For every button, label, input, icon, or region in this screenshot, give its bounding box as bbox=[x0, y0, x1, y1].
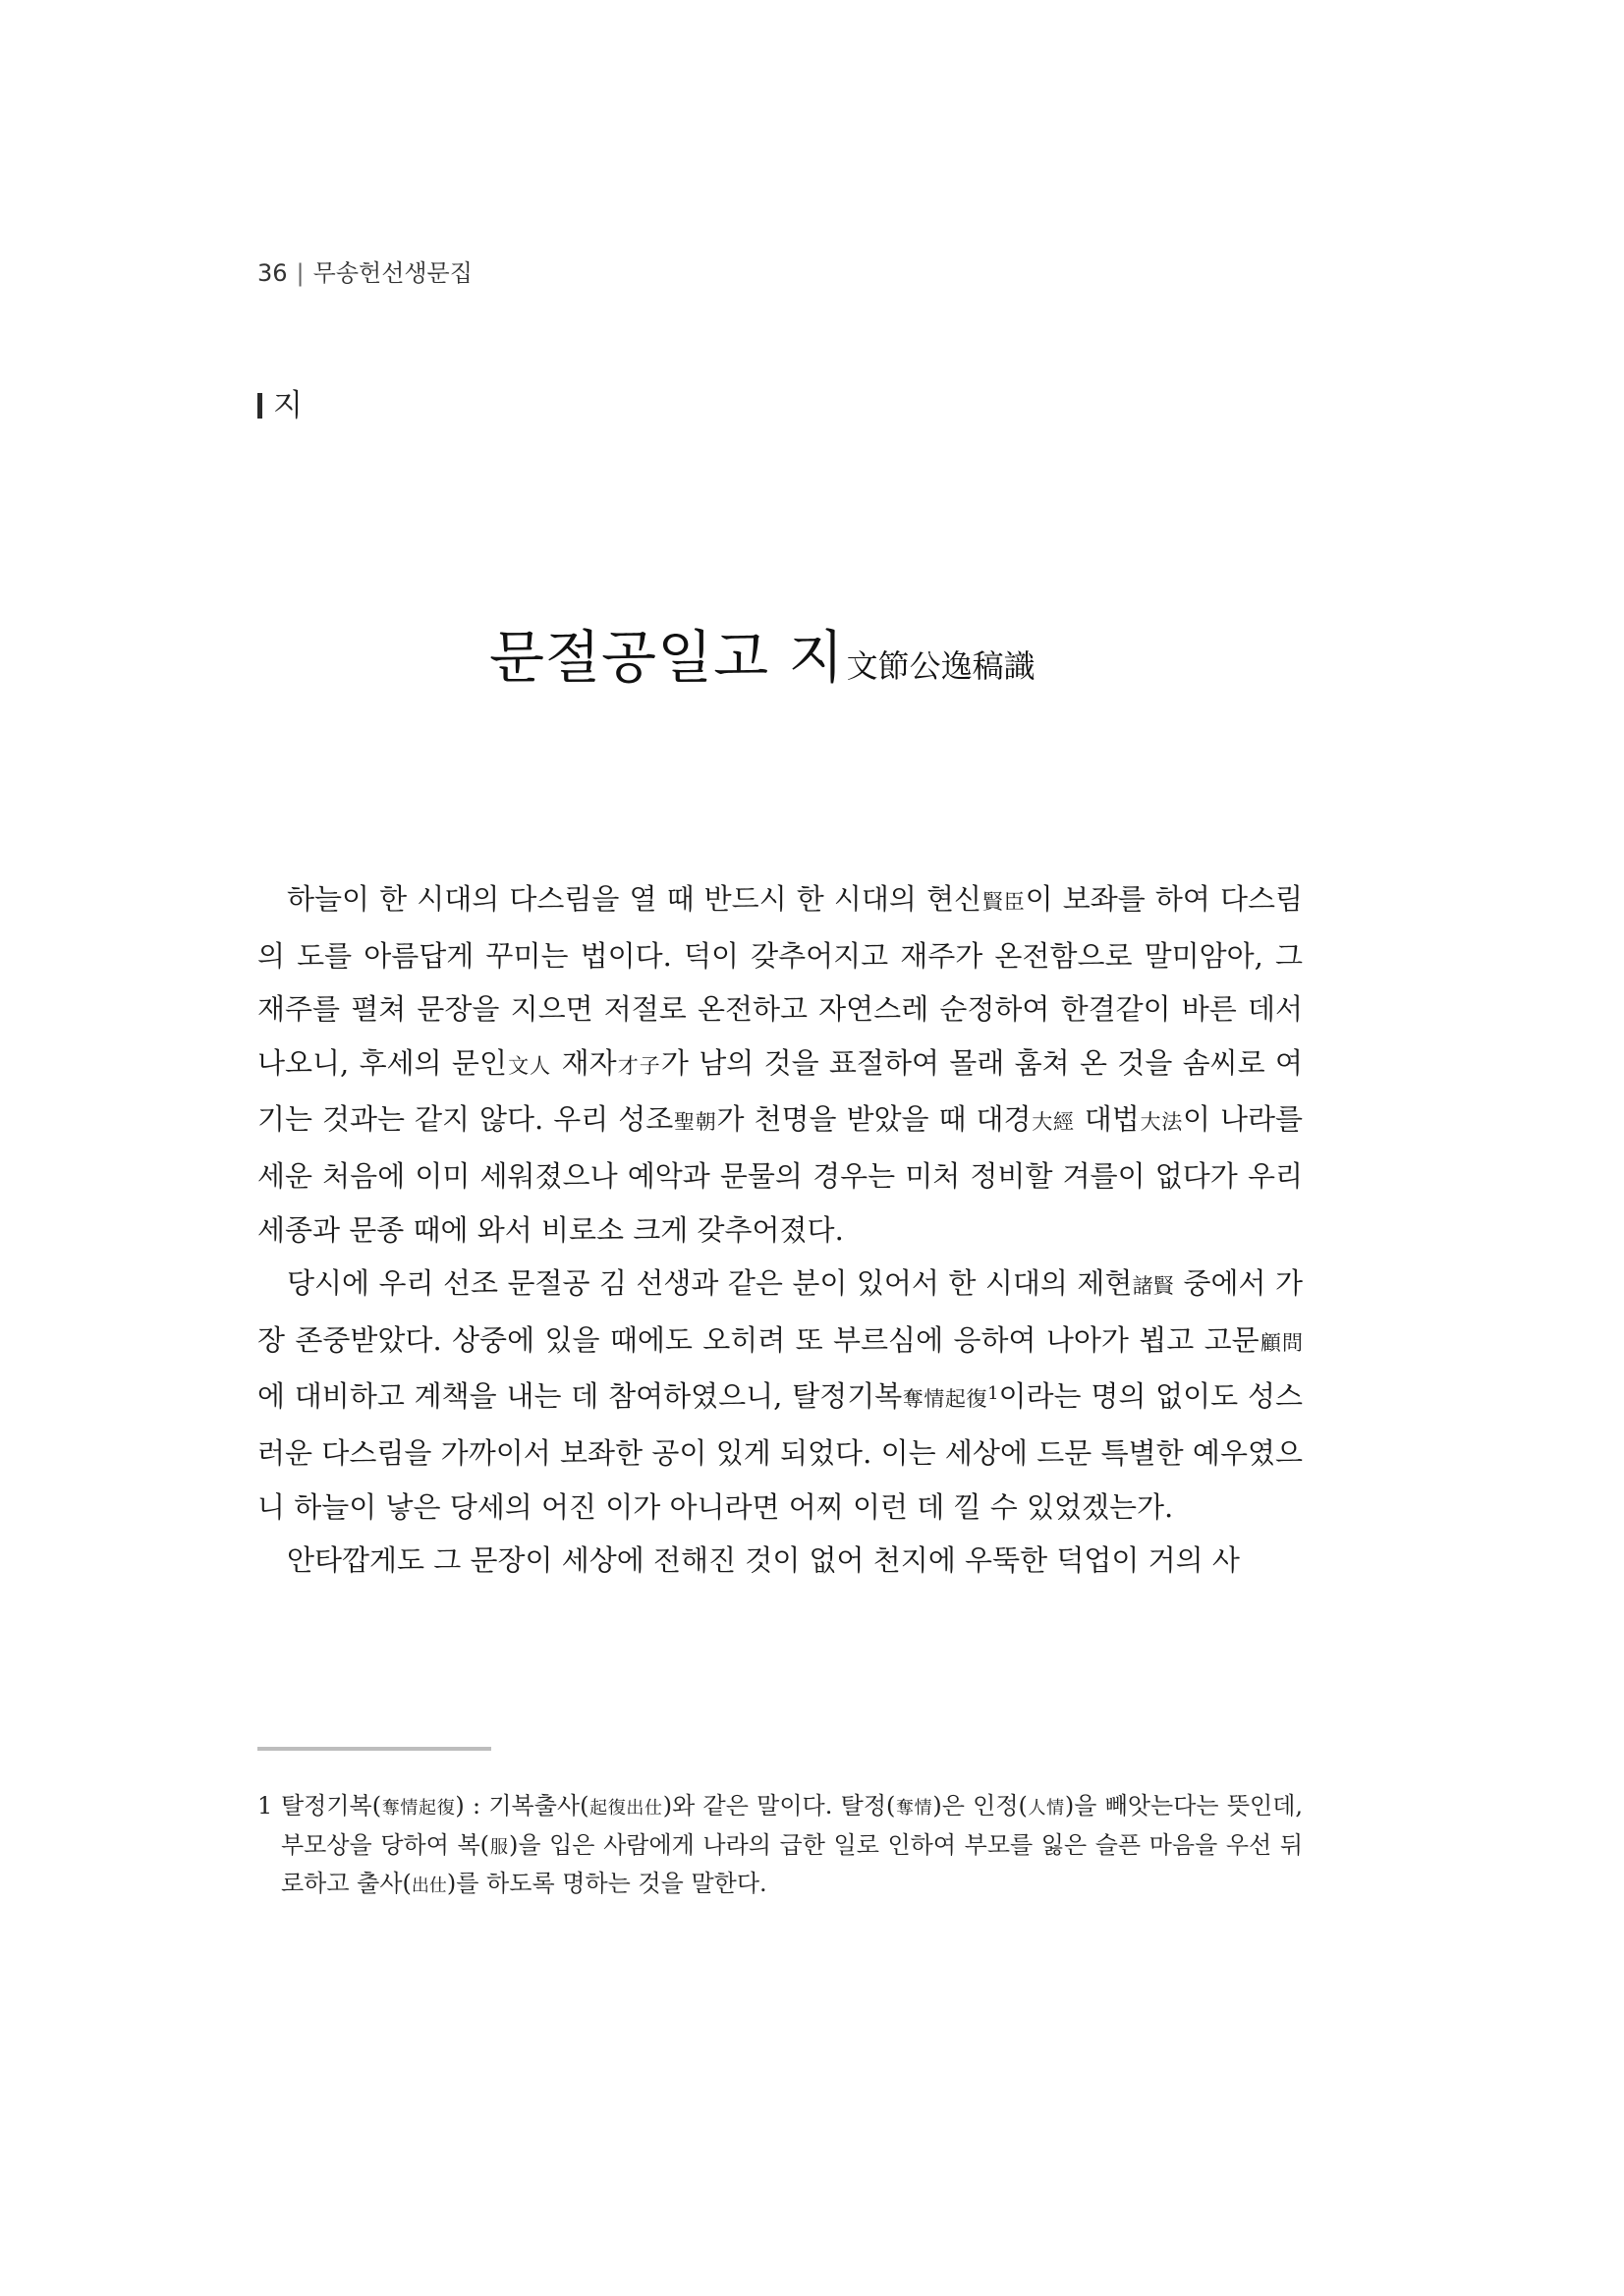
text-run: 이 보좌를 하여 다스림의 도를 아름답게 꾸미는 법이다. 덕이 갖추어지고 재주가 온전함으로 말미암아, 그 재주를 펼쳐 문장을 지으면 저절로 온전하고 자연스레 순정하여 한결같이 바른 데서 나오니, 후세의 문인 bbox=[257, 882, 1304, 1080]
hanja-gloss: 出仕 bbox=[411, 1876, 447, 1896]
text-run: )은 인정( bbox=[932, 1792, 1028, 1820]
hanja-gloss: 人情 bbox=[1027, 1798, 1065, 1819]
footnote-divider bbox=[257, 1747, 491, 1751]
hanja-gloss: 奪情 bbox=[895, 1798, 933, 1819]
paragraph-2 bbox=[257, 1257, 1303, 1534]
text-run: 가 남의 것을 표절하여 몰래 훔쳐 온 것을 솜씨로 여기는 것과는 같지 않다. 우리 성조 bbox=[257, 1045, 1304, 1137]
page-number: 36 bbox=[257, 259, 288, 287]
footnote-reference[interactable]: 1 bbox=[987, 1383, 999, 1405]
section-label-text: 지 bbox=[273, 388, 303, 423]
hanja-gloss: 聖朝 bbox=[673, 1110, 717, 1135]
text-run: 이라는 명의 없이도 성스러운 다스림을 가까이서 보좌한 공이 있게 되었다. 이는 세상에 드문 특별한 예우였으니 하늘이 낳은 당세의 어진 이가 아니라면 어찌 이런 데 낄 수 있었겠는가. bbox=[257, 1379, 1304, 1524]
section-label bbox=[257, 380, 303, 424]
hanja-gloss: 奪情起復 bbox=[381, 1798, 456, 1819]
hanja-gloss: 大經 bbox=[1031, 1110, 1075, 1135]
text-run: 당시에 우리 선조 문절공 김 선생과 같은 분이 있어서 한 시대의 제현 bbox=[287, 1266, 1133, 1301]
text-run: 하늘이 한 시대의 다스림을 열 때 반드시 한 시대의 현신 bbox=[287, 882, 982, 916]
text-run: 탈정기복( bbox=[281, 1792, 382, 1820]
text-run: 중에서 가장 존중받았다. 상중에 있을 때에도 오히려 또 부르심에 응하여 나아가 뵙고 고문 bbox=[257, 1266, 1304, 1357]
hanja-gloss: 服 bbox=[489, 1836, 509, 1858]
hanja-gloss: 文人 bbox=[506, 1053, 552, 1078]
paragraph-3: 안타깝게도 그 문장이 세상에 전해진 것이 없어 천지에 우뚝한 덕업이 거의 사 bbox=[287, 1543, 1240, 1578]
hanja-gloss: 大法 bbox=[1139, 1110, 1183, 1135]
hanja-gloss: 奪情起復 bbox=[902, 1387, 988, 1412]
paragraph-1 bbox=[257, 872, 1303, 1257]
footnote-text bbox=[281, 1788, 1303, 1905]
text-run: 가 천명을 받았을 때 대경 bbox=[716, 1102, 1032, 1137]
text-run: )를 하도록 명하는 것을 말한다. bbox=[446, 1870, 767, 1897]
hanja-gloss: 諸賢 bbox=[1132, 1274, 1175, 1299]
text-run: 대법 bbox=[1074, 1102, 1140, 1137]
text-run: )을 빼앗는다는 뜻인데, 부모상을 당하여 복( bbox=[281, 1792, 1304, 1859]
text-run: ) : 기복출사( bbox=[455, 1792, 589, 1820]
footnote bbox=[257, 1788, 1303, 1905]
text-run: )와 같은 말이다. 탈정( bbox=[662, 1792, 896, 1820]
hanja-gloss: 才子 bbox=[616, 1053, 661, 1078]
hanja-gloss: 起復出仕 bbox=[588, 1798, 663, 1819]
running-header bbox=[257, 253, 473, 288]
text-run: 이 나라를 세운 처음에 이미 세워졌으나 예악과 문물의 경우는 미처 정비할 겨를이 없다가 우리 세종과 문종 때에 와서 비로소 크게 갖추어졌다. bbox=[257, 1102, 1304, 1247]
book-title: 무송헌선생문집 bbox=[312, 259, 473, 287]
title-korean: 문절공일고 지 bbox=[489, 624, 845, 691]
page-title bbox=[489, 611, 1036, 694]
text-run: 재자 bbox=[551, 1045, 617, 1080]
body-text bbox=[257, 872, 1303, 1588]
text-run: )을 입은 사람에게 나라의 급한 일로 인하여 부모를 잃은 슬픈 마음을 우선 뒤로하고 출사( bbox=[281, 1830, 1303, 1897]
hanja-gloss: 顧問 bbox=[1259, 1330, 1303, 1355]
section-marker-bar bbox=[257, 393, 262, 419]
text-run: 에 대비하고 계책을 내는 데 참여하였으니, 탈정기복 bbox=[257, 1379, 903, 1414]
header-separator: | bbox=[296, 259, 305, 287]
hanja-gloss: 賢臣 bbox=[981, 890, 1026, 914]
title-hanja: 文節公逸稿識 bbox=[846, 647, 1036, 685]
footnote-number: 1 bbox=[257, 1792, 273, 1820]
